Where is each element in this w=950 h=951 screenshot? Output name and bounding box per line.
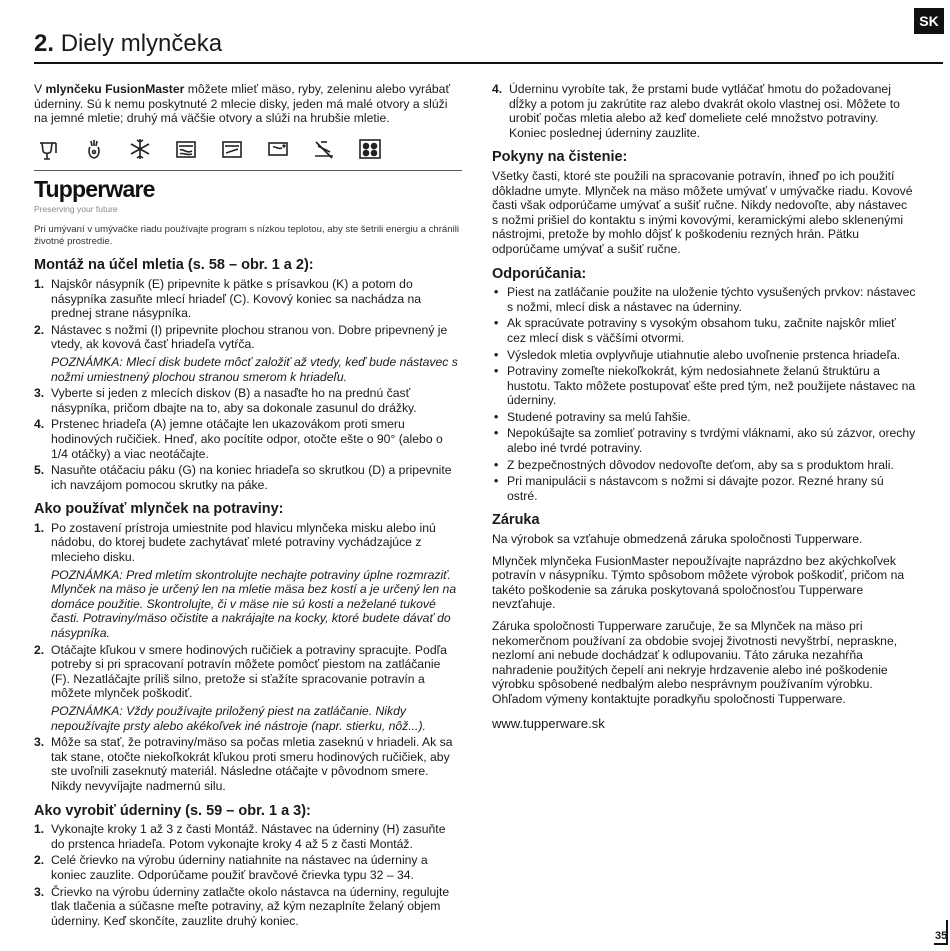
step-number: 4. [492,82,503,96]
microwave-icon [220,137,244,165]
tip-text: Z bezpečnostných dôvodov nedovoľte deťom, aby sa s produktom hrali. [507,457,894,472]
icon-divider [34,170,462,171]
step-number: 3. [34,735,45,750]
tupperware-logo: Tupperware [34,175,155,202]
cleaning-heading: Pokyny na čistenie: [492,149,628,166]
list-item [34,853,462,882]
product-name: mlynčeku FusionMaster [45,82,185,96]
list-item [492,458,916,473]
list-item [34,463,462,492]
step-text: Úderninu vyrobíte tak, že prstami bude vytláčať hmotu do požadovanej dĺžky a potom ju zakrútite raz alebo dvakrát okolo vlastnej osi. Môžete to urobiť počas mletia alebo až keď domeliete celé množstvo potraviny. Koniec poslednej úderniny zauzlite. [509,82,900,140]
dishwasher-icon [36,137,60,165]
step-note: POZNÁMKA: Pred mletím skontrolujte nechajte potraviny úplne rozmraziť. Mlynček na mäso je určený len na mletie mäsa bez kostí a je určený len na domáce použitie. Skontrolujte, či v mäse nie sú kosti a neželané tukové časti. Potraviny/mäso očistite a nakrájajte na kocky, ktoré budete dávať do násypníka. [51,567,457,641]
bullet: • [494,474,499,489]
care-icons [36,138,462,164]
step-number: 2. [34,642,45,657]
step-number: 3. [34,884,45,899]
list-item [492,348,916,363]
section-title: Diely mlynčeka [60,30,223,57]
bullet: • [494,409,499,424]
eco-note: Pri umývaní v umývačke riadu používajte program s nízkou teplotou, aby ste šetrili energiu a chránili životné prostredie. [34,224,459,248]
step-text: Vyberte si jeden z mlecích diskov (B) a nasaďte ho na prednú časť násypníka, pričom dbajte na to, aby sa dokonale zasunul do drážky. [51,386,417,415]
warranty-paragraph: Mlynček mlynčeka FusionMaster nepoužívajte naprázdno bez akýchkoľvek potravín v násypníku. Týmto spôsobom môžete výrobok poškodiť, pričom na takéto poškodenie sa záruka poskytovaná spoločnosťou Tupperware nevzťahuje. [492,553,905,612]
list-item [492,364,916,408]
sausage-heading: Ako vyrobiť úderniny (s. 59 – obr. 1 a 3): [34,802,311,819]
step-text: Celé črievko na výrobu úderniny natiahnite na nástavec na úderniny a koniec zauzlite. Odporúčame použiť bravčové črievka typu 32 – 34. [51,853,428,882]
list-item [34,822,462,851]
warranty-heading: Záruka [492,512,540,529]
assembly-heading: Montáž na účel mletia (s. 58 – obr. 1 a 2): [34,257,314,274]
step-note: POZNÁMKA: Mlecí disk budete môcť založiť až vtedy, keď bude nástavec s nožmi umiestnený plochou stranou smerom k hriadeľu. [51,354,458,384]
list-item [34,417,462,461]
bullet: • [494,364,499,379]
tip-text: Studené potraviny sa melú ľahšie. [507,409,691,424]
step-number: 2. [34,853,45,868]
step-text: Môže sa stať, že potraviny/mäso sa počas mletia zaseknú v hriadeli. Ak sa tak stane, otočte niekoľkokrát kľukou proti smeru hodinových ručičiek, aby ste uvoľnili zaseknutý materiál. Následne otáčajte v pôvodnom smere. Nikdy nevyvíjajte nadmernú silu. [51,735,453,793]
list-item [34,885,462,929]
freezer-icon [128,137,152,165]
step-number: 1. [34,822,45,837]
step-text: Črievko na výrobu úderniny zatlačte okolo nástavca na úderniny, regulujte tlak tlačenia a súčasne meľte potraviny, až kým nezaplníte želaný objem úderniny. Keď skončíte, zauzlite druhý koniec. [51,884,450,928]
tip-text: Pri manipulácii s nástavcom s nožmi si dávajte pozor. Rezné hrany sú ostré. [507,474,884,503]
intro-text: V [34,82,46,96]
tip-text: Nepokúšajte sa zomlieť potraviny s tvrdými vláknami, ako sú zázvor, orechy alebo iné tvrdé potraviny. [507,426,916,456]
right-column [492,82,916,738]
sausage-steps-continued [492,82,916,140]
website-link[interactable]: www.tupperware.sk [492,715,605,731]
sausage-steps [34,822,462,928]
list-item [34,643,462,734]
list-item [34,735,462,793]
bullet: • [494,457,499,472]
intro-text: môžete mlieť mäso, ryby, zeleninu alebo vyrábať úderniny. Sú k nemu poskytnuté 2 mlecie disky, jeden má malé otvory a slúži na jemné mletie; druhý má väčšie otvory a slúži na hrubšie mletie. [34,82,451,126]
left-column [34,82,462,930]
tips-heading: Odporúčania: [492,265,587,282]
warranty-paragraph: Záruka spoločnosti Tupperware zaručuje, že sa Mlynček na mäso pri nekomerčnom používaní za obdobie svojej životnosti nevyštrbí, nepraskne, nezlomí ani nebude dochádzať k odlupovaniu. Táto záruka nezahŕňa nahradenie použitých čepelí ani nekryje hrdzavenie alebo iné poškodenie výrobku spôsobené nedbalým alebo nesprávnym používaním výrobku. Ohľadom výmeny kontaktujte poradkyňu spoločnosti Tupperware. [492,619,898,706]
step-number: 3. [34,386,45,401]
warranty-paragraph: Na výrobok sa vzťahuje obmedzená záruka spoločnosti Tupperware. [492,532,863,547]
list-item [492,410,916,425]
step-text: Vykonajte kroky 1 až 3 z časti Montáž. Nástavec na úderniny (H) zasuňte do prstenca hriadeľa. Potom vykonajte kroky 4 až 5 z časti Montáž. [51,822,446,851]
step-text: Prstenec hriadeľa (A) jemne otáčajte len ukazovákom proti smeru hodinových ručičiek. Hneď, ako pocítite odpor, otočte ešte o 90° (alebo o 1/4 otáčky) a viac neotáčajte. [51,417,443,461]
no-microwave-icon [312,137,336,165]
intro-paragraph [34,82,462,126]
bullet: • [494,285,499,300]
list-item [492,474,916,503]
tip-text: Piest na zatláčanie použite na uloženie týchto vysušených prvkov: nástavec s nožmi, mlecí disk a nástavec na úderniny. [507,285,916,314]
tip-text: Výsledok mletia ovplyvňuje utiahnutie alebo uvoľnenie prstenca hriadeľa. [507,347,901,362]
list-item [34,386,462,415]
microwave-oven-icon [266,137,290,165]
page-number: 35 [934,930,948,945]
step-text: Najskôr násypník (E) pripevnite k pätke s prísavkou (K) a potom do násypníka zasuňte mlecí hriadeľ (C). Kovový koniec sa nachádza na prednej strane násypníka. [51,276,422,321]
section-number: 2. [34,30,55,57]
list-item [492,82,916,140]
bullet: • [494,426,499,441]
bullet: • [494,347,499,362]
language-badge: SK [914,8,944,34]
step-number: 1. [34,520,45,535]
usage-steps [34,521,462,794]
step-text: Nástavec s nožmi (I) pripevnite plochou stranou von. Dobre pripevnený je vtedy, ak kovová časť hriadeľa vytŕča. [51,322,448,352]
tip-text: Ak spracúvate potraviny s vysokým obsahom tuku, začnite najskôr mlieť cez mlecí disk s väčšími otvormi. [507,316,896,345]
usage-heading: Ako používať mlynček na potraviny: [34,501,284,518]
tip-text: Potraviny zomeľte niekoľkokrát, kým nedosiahnete želanú štruktúru a hustotu. Takto môžete postupovať ešte pred tým, než použijete nástavec na úderniny. [507,364,916,408]
title-divider [34,62,943,64]
tupperware-tagline: Preserving your future [34,203,118,214]
list-item [492,285,916,314]
cleaning-text: Všetky časti, ktoré ste použili na spracovanie potravín, ihneď po ich použití dôkladne umyte. Mlynček na mäso môžete umývať v umývačke riadu. Kovové časti však odporúčame umývať a sušiť ručne. Nikdy nedovoľte, aby nástavec s nožmi prišiel do kontaktu s inými kovovými, keramickými alebo sklenenými nástrojmi, pretože by mohlo dôjsť k poškodeniu rezných hrán. Pätku odporúčame umývať a sušiť ručne. [492,168,913,256]
step-text: Po zostavení prístroja umiestnite pod hlavicu mlynčeka misku alebo inú nádobu, do ktorej budete zachytávať mleté potraviny vychádzajúce z mlecieho disku. [51,520,436,565]
list-item [492,426,916,455]
page-title [34,30,222,58]
step-note: POZNÁMKA: Vždy používajte priložený piest na zatláčanie. Nikdy nepoužívajte prsty alebo akékoľvek iné nástroje (napr. stierku, nôž...). [51,704,426,733]
list-item [34,277,462,321]
list-item [34,521,462,641]
step-number: 2. [34,322,45,337]
step-number: 5. [34,463,45,478]
step-number: 1. [34,276,45,291]
bullet: • [494,316,499,331]
assembly-steps [34,277,462,492]
list-item [34,323,462,384]
step-text: Otáčajte kľukou v smere hodinových ručičiek a potraviny spracujte. Podľa potreby si pri spracovaní potravín môžete pomôcť piestom na zatláčanie (F). Nezatláčajte príliš silno, pretože si sťažíte spracovanie potravín a môžete mlynček poškodiť. [51,642,447,701]
step-number: 4. [34,417,45,432]
list-item [492,316,916,345]
tips-list [492,285,916,503]
stovetop-icon [358,137,382,165]
oven-icon [174,137,198,165]
hand-wash-icon [82,137,106,165]
step-text: Nasuňte otáčaciu páku (G) na koniec hriadeľa so skrutkou (D) a pripevnite ich navzájom pomocou skrutky na páke. [51,463,452,492]
